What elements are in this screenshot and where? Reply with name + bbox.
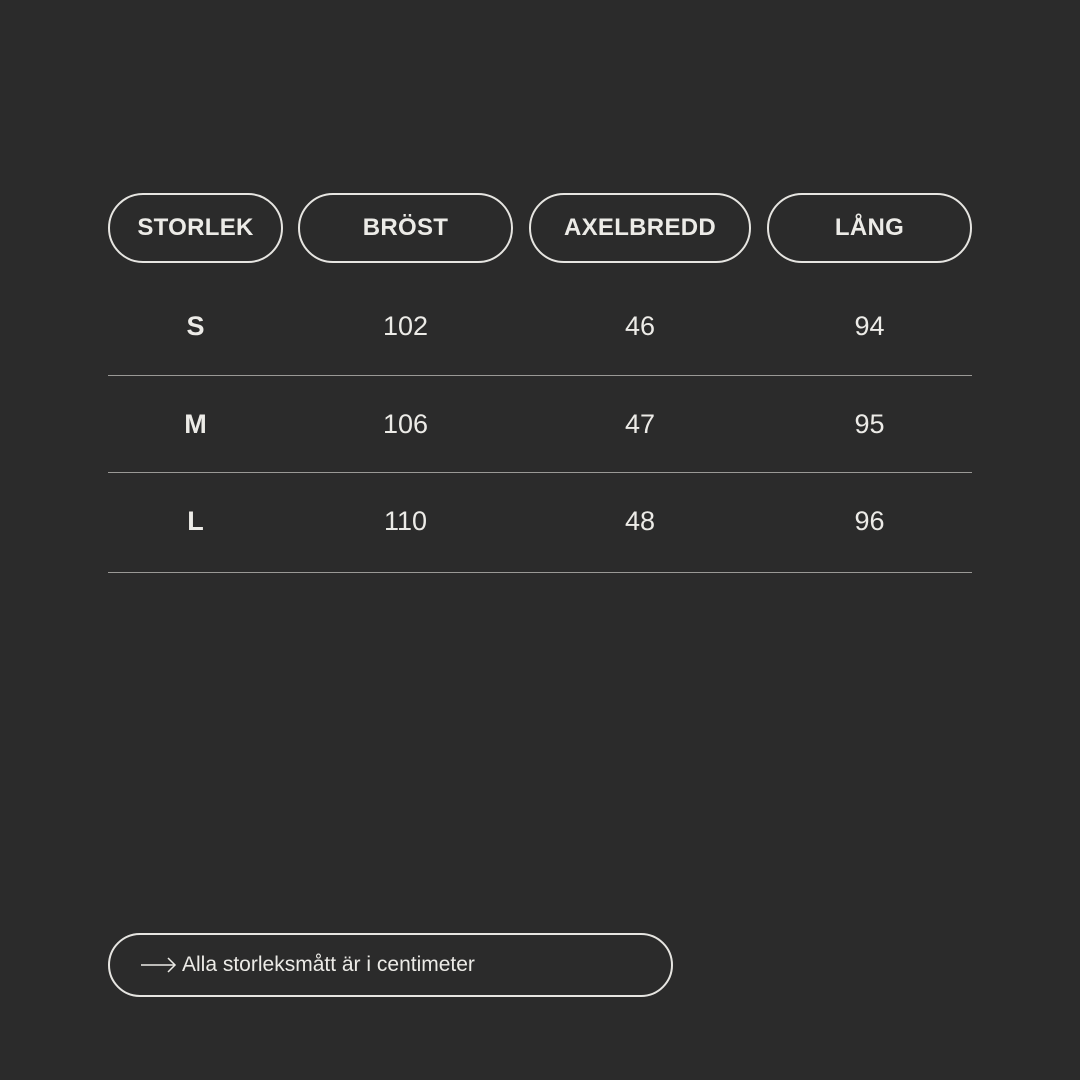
column-header-lang: LÅNG bbox=[767, 193, 972, 263]
brost-cell: 102 bbox=[382, 310, 429, 341]
axelbredd-cell: 46 bbox=[624, 310, 656, 341]
row-divider bbox=[108, 572, 972, 573]
measurement-note bbox=[108, 933, 673, 997]
table-row bbox=[108, 473, 972, 569]
table-row bbox=[108, 278, 972, 374]
note-text: Alla storleksmått är i centimeter bbox=[182, 953, 475, 976]
column-header-axelbredd: AXELBREDD bbox=[529, 193, 751, 263]
table-row bbox=[108, 376, 972, 472]
size-cell: M bbox=[184, 408, 207, 439]
axelbredd-cell: 48 bbox=[624, 505, 656, 536]
column-header-storlek: STORLEK bbox=[108, 193, 283, 263]
size-cell: L bbox=[187, 505, 204, 536]
size-cell: S bbox=[186, 310, 205, 341]
lang-cell: 95 bbox=[854, 408, 885, 439]
lang-cell: 94 bbox=[854, 310, 885, 341]
brost-cell: 106 bbox=[382, 408, 429, 439]
axelbredd-cell: 47 bbox=[624, 408, 656, 439]
arrow-right-icon bbox=[140, 956, 178, 974]
brost-cell: 110 bbox=[383, 505, 428, 536]
column-header-brost: BRÖST bbox=[298, 193, 513, 263]
lang-cell: 96 bbox=[854, 505, 885, 536]
